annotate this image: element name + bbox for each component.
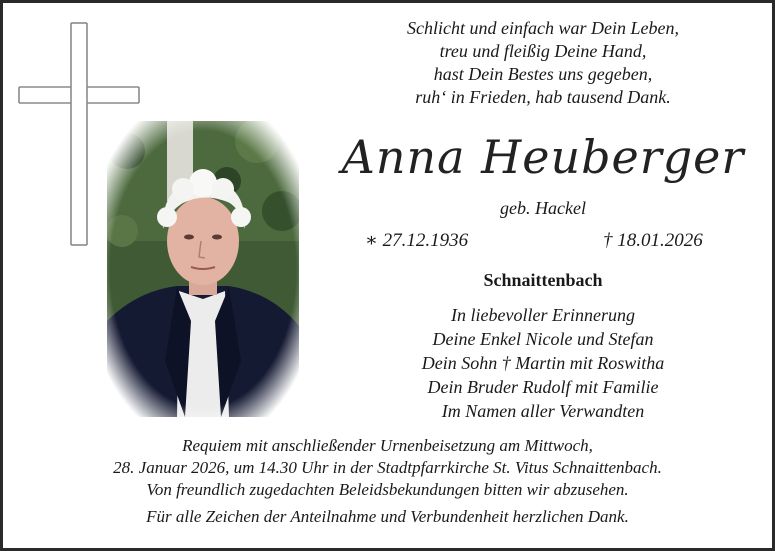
birth-date: ∗ 27.12.1936	[365, 230, 469, 251]
service-line: Requiem mit anschließender Urnenbeisetzung am Mittwoch,	[182, 436, 593, 455]
poem-line: Schlicht und einfach war Dein Leben,	[407, 18, 679, 38]
mourner-line: Dein Bruder Rudolf mit Familie	[427, 377, 659, 397]
mourner-line: Im Namen aller Verwandten	[441, 401, 645, 421]
mourner-line: In liebevoller Erinnerung	[451, 305, 635, 325]
service-line: 28. Januar 2026, um 14.30 Uhr in der Stadtpfarrkirche St. Vitus Schnaittenbach.	[113, 458, 662, 477]
service-info	[23, 435, 752, 528]
poem	[333, 17, 753, 109]
portrait-photo	[107, 121, 299, 417]
death-date: † 18.01.2026	[603, 230, 703, 251]
obituary-content	[3, 3, 772, 548]
maiden-name: geb. Hackel	[500, 198, 586, 218]
place-name: Schnaittenbach	[483, 270, 603, 290]
mourner-line: Dein Sohn † Martin mit Roswitha	[421, 353, 665, 373]
service-line: Von freundlich zugedachten Beleidsbekundungen bitten wir abzusehen.	[146, 480, 629, 499]
mourners-list	[333, 303, 753, 423]
mourner-line: Deine Enkel Nicole und Stefan	[432, 329, 654, 349]
poem-line: hast Dein Bestes uns gegeben,	[433, 64, 653, 84]
poem-line: treu und fleißig Deine Hand,	[439, 41, 647, 61]
thanks-line: Für alle Zeichen der Anteilnahme und Verbundenheit herzlichen Dank.	[146, 507, 629, 526]
poem-line: ruh‘ in Frieden, hab tausend Dank.	[415, 87, 671, 107]
deceased-name: Anna Heuberger	[341, 130, 745, 184]
